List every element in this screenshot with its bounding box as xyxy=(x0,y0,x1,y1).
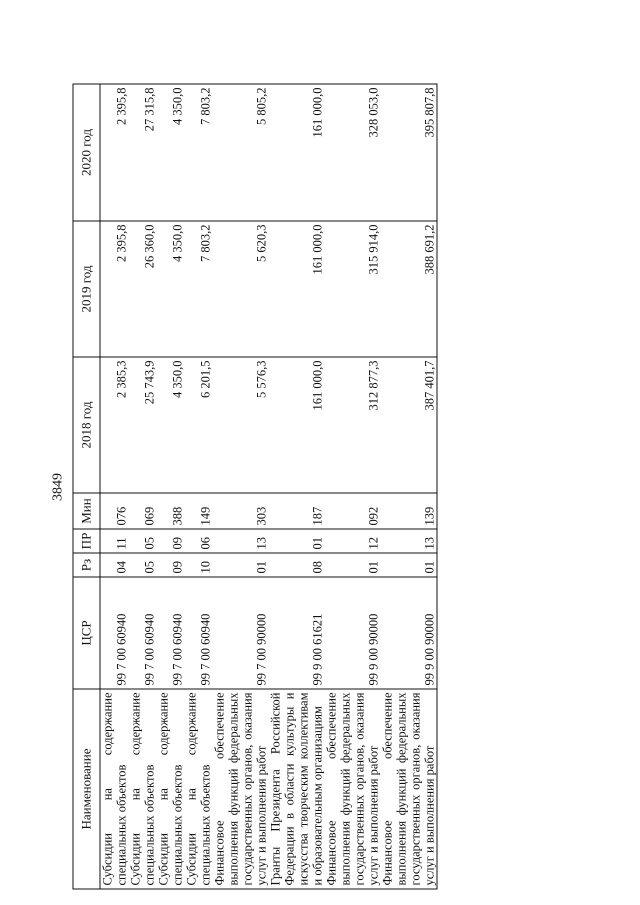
row-csr: 99 7 00 60940 xyxy=(100,577,129,689)
row-name: Финансовое обеспечение выполнения функций федеральных государственных органов, оказания услуг и выполнения работ xyxy=(381,689,438,889)
row-2018: 5 576,3 xyxy=(213,357,269,493)
row-min: 388 xyxy=(157,493,185,529)
row-2018: 312 877,3 xyxy=(325,357,381,493)
row-2018: 4 350,0 xyxy=(157,357,185,493)
header-csr: ЦСР xyxy=(73,577,100,689)
row-2018: 2 385,3 xyxy=(100,357,129,493)
row-csr: 99 7 00 90000 xyxy=(213,577,269,689)
row-2019: 388 691,2 xyxy=(381,221,438,357)
row-2020: 328 053,0 xyxy=(325,84,381,221)
row-csr: 99 9 00 61621 xyxy=(269,577,325,689)
row-rz: 01 xyxy=(381,553,438,577)
row-2018: 161 000,0 xyxy=(269,357,325,493)
row-rz: 04 xyxy=(100,553,129,577)
row-rz: 05 xyxy=(129,553,157,577)
row-rz: 10 xyxy=(185,553,213,577)
row-name: Субсидии на содержание специальных объектов xyxy=(100,689,129,889)
row-csr: 99 9 00 90000 xyxy=(325,577,381,689)
row-pr: 13 xyxy=(213,529,269,553)
row-min: 069 xyxy=(129,493,157,529)
row-name: Финансовое обеспечение выполнения функций федеральных государственных органов, оказания услуг и выполнения работ xyxy=(213,689,269,889)
row-min: 187 xyxy=(269,493,325,529)
row-2020: 161 000,0 xyxy=(269,84,325,221)
budget-table xyxy=(73,83,438,889)
row-2020: 2 395,8 xyxy=(100,84,129,221)
row-name: Субсидии на содержание специальных объектов xyxy=(185,689,213,889)
header-2020: 2020 год xyxy=(73,84,100,221)
table-row xyxy=(100,84,129,889)
row-2019: 26 360,0 xyxy=(129,221,157,357)
row-csr: 99 9 00 90000 xyxy=(381,577,438,689)
row-2020: 395 807,8 xyxy=(381,84,438,221)
row-pr: 13 xyxy=(381,529,438,553)
row-pr: 12 xyxy=(325,529,381,553)
row-pr: 06 xyxy=(185,529,213,553)
row-rz: 01 xyxy=(213,553,269,577)
header-pr: ПР xyxy=(73,529,100,553)
rotated-content xyxy=(51,84,591,889)
header-2019: 2019 год xyxy=(73,221,100,357)
row-name: Субсидии на содержание специальных объектов xyxy=(129,689,157,889)
row-min: 303 xyxy=(213,493,269,529)
row-min: 092 xyxy=(325,493,381,529)
row-pr: 09 xyxy=(157,529,185,553)
row-name: Финансовое обеспечение выполнения функций федеральных государственных органов, оказания услуг и выполнения работ xyxy=(325,689,381,889)
table-row xyxy=(185,84,213,889)
table-header-row xyxy=(73,84,100,889)
row-2019: 2 395,8 xyxy=(100,221,129,357)
row-rz: 09 xyxy=(157,553,185,577)
header-min: Мин xyxy=(73,493,100,529)
row-2020: 4 350,0 xyxy=(157,84,185,221)
row-csr: 99 7 00 60940 xyxy=(129,577,157,689)
row-2019: 7 803,2 xyxy=(185,221,213,357)
header-name: Наименование xyxy=(73,689,100,889)
row-rz: 01 xyxy=(325,553,381,577)
row-pr: 11 xyxy=(100,529,129,553)
row-2018: 25 743,9 xyxy=(129,357,157,493)
row-pr: 01 xyxy=(269,529,325,553)
row-min: 139 xyxy=(381,493,438,529)
row-min: 149 xyxy=(185,493,213,529)
header-2018: 2018 год xyxy=(73,357,100,493)
row-2020: 27 315,8 xyxy=(129,84,157,221)
table-row xyxy=(325,84,381,889)
header-rz: Рз xyxy=(73,553,100,577)
row-csr: 99 7 00 60940 xyxy=(157,577,185,689)
row-2019: 4 350,0 xyxy=(157,221,185,357)
row-rz: 08 xyxy=(269,553,325,577)
row-2020: 7 803,2 xyxy=(185,84,213,221)
page-number: 3849 xyxy=(50,472,66,501)
row-2019: 161 000,0 xyxy=(269,221,325,357)
table-row xyxy=(269,84,325,889)
table-row xyxy=(381,84,438,889)
table-row xyxy=(129,84,157,889)
row-2019: 315 914,0 xyxy=(325,221,381,357)
row-min: 076 xyxy=(100,493,129,529)
row-pr: 05 xyxy=(129,529,157,553)
row-2019: 5 620,3 xyxy=(213,221,269,357)
table-row xyxy=(157,84,185,889)
table-row xyxy=(213,84,269,889)
row-2018: 387 401,7 xyxy=(381,357,438,493)
row-name: Субсидии на содержание специальных объектов xyxy=(157,689,185,889)
row-name: Гранты Президента Российской Федерации в области культуры и искусства творческим коллективам и образовательным организациям xyxy=(269,689,325,889)
row-2018: 6 201,5 xyxy=(185,357,213,493)
row-csr: 99 7 00 60940 xyxy=(185,577,213,689)
row-2020: 5 805,2 xyxy=(213,84,269,221)
